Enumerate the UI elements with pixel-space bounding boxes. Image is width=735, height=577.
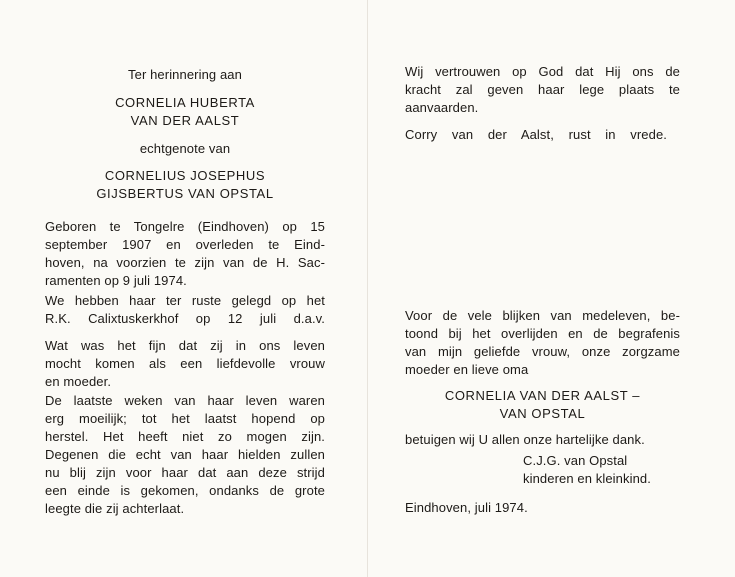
deceased-fullname-line2: VAN OPSTAL [499,406,586,421]
text-line: aanvaarden. [405,100,479,115]
thanks-line: betuigen wij U allen onze hartelijke dank. [405,432,645,447]
relation-text: echtgenote van [139,141,231,156]
burial-paragraph [45,292,325,328]
spouse-name-line2: GIJSBERTUS VAN OPSTAL [96,186,274,201]
faith-paragraph [405,63,680,117]
text-line: Wat was het fijn dat zij in ons leven [45,338,325,353]
text-line: leegte die zij achterlaat. [45,501,185,516]
text-line: en moeder. [45,374,112,389]
memory-paragraph [45,337,325,391]
text-line: erg moeilijk; tot het laatst hopend op [45,411,325,426]
deceased-fullname-line1: CORNELIA VAN DER AALST – [444,388,641,403]
card-fold [367,0,368,577]
text-line: mocht komen als een liefdevolle vrouw [45,356,325,371]
text-line: hoven, na voorzien te zijn van de H. Sac- [45,255,325,270]
text-line: september 1907 en overleden te Eind- [45,237,325,252]
text-line: Degenen die echt van haar hielden zullen [45,447,325,462]
deceased-name-line1: CORNELIA HUBERTA [115,95,255,110]
text-line: R.K. Calixtuskerkhof op 12 juli d.a.v. [45,311,325,326]
text-line: kracht zal geven haar lege plaats te [405,82,680,97]
text-line: ramenten op 9 juli 1974. [45,273,187,288]
intro-text: Ter herinnering aan [128,67,242,82]
signer-family: kinderen en kleinkind. [523,471,651,486]
text-line: nu blij zijn voor haar dat aan deze strijd [45,465,325,480]
deceased-name-line2: VAN DER AALST [130,113,240,128]
place-date: Eindhoven, juli 1974. [405,500,528,515]
text-line: moeder en lieve oma [405,362,529,377]
text-line: De laatste weken van haar leven waren [45,393,325,408]
text-line: herstel. Het heeft niet zo mogen zijn. [45,429,325,444]
text-line: Voor de vele blijken van medeleven, be- [405,308,680,323]
gratitude-paragraph [405,307,680,379]
text-line: toond bij het overlijden en de begrafenis [405,326,680,341]
signer-name: C.J.G. van Opstal [523,453,628,468]
birth-death-paragraph [45,218,325,290]
text-line: een einde is gekomen, ondanks de grote [45,483,325,498]
text-line: Geboren te Tongelre (Eindhoven) op 15 [45,219,325,234]
text-line: van mijn geliefde vrouw, onze zorgzame [405,344,680,359]
text-line: We hebben haar ter ruste gelegd op het [45,293,325,308]
final-weeks-paragraph [45,392,325,518]
rest-in-peace-line: Corry van der Aalst, rust in vrede. [405,127,667,142]
text-line: Wij vertrouwen op God dat Hij ons de [405,64,680,79]
spouse-name-line1: CORNELIUS JOSEPHUS [104,168,266,183]
